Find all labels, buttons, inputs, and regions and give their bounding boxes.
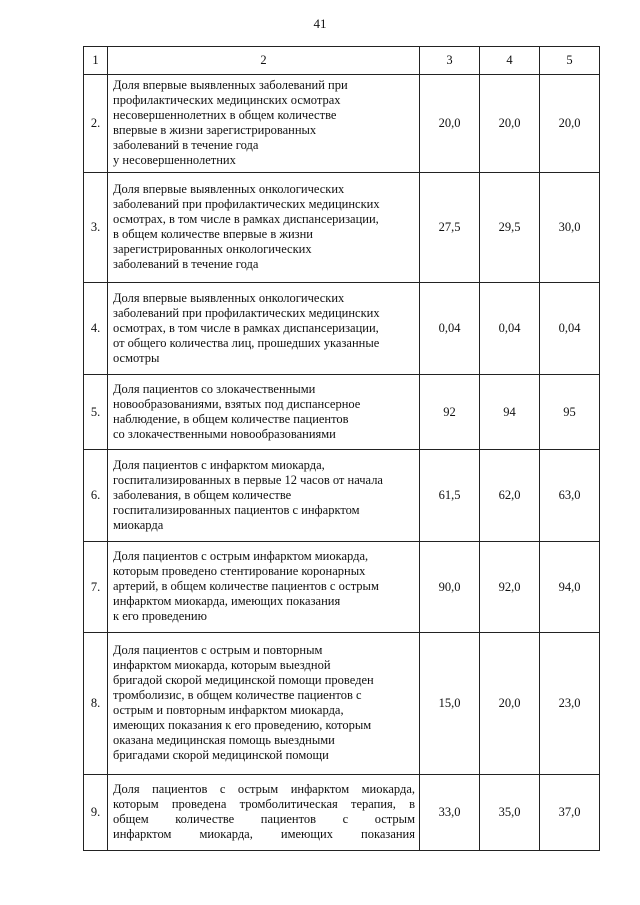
- row-number: 9.: [84, 775, 108, 851]
- value-col3: 92: [420, 375, 480, 450]
- table-row: [84, 633, 600, 775]
- description-line: Доля впервые выявленных онкологических: [113, 290, 345, 305]
- description-line: имеющих показания к его проведению, которым: [113, 718, 372, 732]
- description-line: профилактических медицинских осмотрах: [113, 93, 341, 107]
- description-line: в общем количестве впервые в жизни: [113, 227, 313, 241]
- value-col3: 61,5: [420, 450, 480, 542]
- description-line: новообразованиями, взятых под диспансерное: [113, 396, 361, 411]
- description-line: Доля пациентов с инфарктом миокарда,: [113, 457, 325, 472]
- value-col3: 90,0: [420, 542, 480, 633]
- value-col5: 95: [540, 375, 600, 450]
- description-line: от общего количества лиц, прошедших указанные: [113, 335, 380, 350]
- column-header: 3: [420, 47, 480, 75]
- row-number: 4.: [84, 283, 108, 375]
- description-line: зарегистрированных онкологических: [113, 242, 312, 256]
- value-col4: 94: [480, 375, 540, 450]
- value-col5: 23,0: [540, 633, 600, 775]
- indicator-description: [108, 283, 420, 375]
- description-line: миокарда: [113, 517, 164, 532]
- description-line: несовершеннолетних в общем количестве: [113, 108, 337, 122]
- description-line: острым и повторным инфарктом миокарда,: [113, 703, 344, 717]
- table-row: [84, 75, 600, 173]
- description-line: заболеваний в течение года: [113, 138, 259, 152]
- indicator-description: [108, 633, 420, 775]
- description-line: Доля пациентов со злокачественными: [113, 381, 316, 396]
- row-number: 5.: [84, 375, 108, 450]
- description-line: тромболизис, в общем количестве пациентов с: [113, 688, 362, 702]
- description-line: которым проведена тромболитическая терапия, в: [113, 797, 415, 811]
- indicator-description: [108, 775, 420, 851]
- description-line: у несовершеннолетних: [113, 153, 236, 167]
- value-col5: 20,0: [540, 75, 600, 173]
- value-col3: 15,0: [420, 633, 480, 775]
- description-line: инфарктом миокарда, которым выездной: [113, 658, 331, 672]
- row-number: 2.: [84, 75, 108, 173]
- table-row: [84, 375, 600, 450]
- value-col4: 62,0: [480, 450, 540, 542]
- row-number: 7.: [84, 542, 108, 633]
- table-row: [84, 283, 600, 375]
- description-line: Доля впервые выявленных заболеваний при: [113, 78, 348, 92]
- indicator-description: [108, 75, 420, 173]
- description-line: бригадами скорой медицинской помощи: [113, 748, 329, 762]
- table-row: [84, 775, 600, 851]
- description-line: осмотрах, в том числе в рамках диспансеризации,: [113, 212, 379, 226]
- table-row: [84, 450, 600, 542]
- column-header: 5: [540, 47, 600, 75]
- table-row: [84, 542, 600, 633]
- value-col3: 20,0: [420, 75, 480, 173]
- description-line: осмотры: [113, 350, 160, 365]
- indicator-description: [108, 173, 420, 283]
- value-col5: 37,0: [540, 775, 600, 851]
- description-line: оказана медицинская помощь выездными: [113, 733, 335, 747]
- value-col5: 30,0: [540, 173, 600, 283]
- indicator-description: [108, 542, 420, 633]
- column-header: 1: [84, 47, 108, 75]
- description-line: впервые в жизни зарегистрированных: [113, 123, 317, 137]
- description-line: заболеваний при профилактических медицинских: [113, 197, 380, 211]
- description-line: бригадой скорой медицинской помощи проведен: [113, 673, 374, 687]
- description-line: наблюдение, в общем количестве пациентов: [113, 411, 349, 426]
- description-line: к его проведению: [113, 609, 207, 623]
- description-line: заболеваний при профилактических медицинских: [113, 305, 380, 320]
- description-line: инфарктом миокарда, имеющих показания: [113, 827, 415, 841]
- row-number: 8.: [84, 633, 108, 775]
- description-line: со злокачественными новообразованиями: [113, 426, 336, 441]
- description-line: госпитализированных пациентов с инфарктом: [113, 502, 360, 517]
- description-line: общем количестве пациентов с острым: [113, 812, 415, 826]
- description-line: осмотрах, в том числе в рамках диспансеризации,: [113, 320, 379, 335]
- row-number: 3.: [84, 173, 108, 283]
- value-col4: 92,0: [480, 542, 540, 633]
- value-col5: 63,0: [540, 450, 600, 542]
- value-col4: 20,0: [480, 633, 540, 775]
- description-line: заболеваний в течение года: [113, 257, 259, 271]
- column-header: 2: [108, 47, 420, 75]
- value-col3: 27,5: [420, 173, 480, 283]
- value-col4: 29,5: [480, 173, 540, 283]
- column-number-row: [84, 47, 600, 75]
- description-line: Доля пациентов с острым и повторным: [113, 643, 323, 657]
- value-col4: 35,0: [480, 775, 540, 851]
- indicators-table: [83, 46, 600, 851]
- description-line: госпитализированных в первые 12 часов от начала: [113, 472, 383, 487]
- description-line: инфарктом миокарда, имеющих показания: [113, 594, 341, 608]
- row-number: 6.: [84, 450, 108, 542]
- value-col3: 33,0: [420, 775, 480, 851]
- column-header: 4: [480, 47, 540, 75]
- description-line: заболевания, в общем количестве: [113, 487, 292, 502]
- value-col5: 0,04: [540, 283, 600, 375]
- description-line: Доля впервые выявленных онкологических: [113, 182, 345, 196]
- value-col3: 0,04: [420, 283, 480, 375]
- description-line: Доля пациентов с острым инфарктом миокарда,: [113, 549, 369, 563]
- description-line: Доля пациентов с острым инфарктом миокарда,: [113, 782, 415, 796]
- table-row: [84, 173, 600, 283]
- value-col5: 94,0: [540, 542, 600, 633]
- value-col4: 0,04: [480, 283, 540, 375]
- indicator-description: [108, 375, 420, 450]
- description-line: которым проведено стентирование коронарных: [113, 564, 366, 578]
- page-number: 41: [313, 16, 327, 31]
- indicator-description: [108, 450, 420, 542]
- description-line: артерий, в общем количестве пациентов с острым: [113, 579, 379, 593]
- value-col4: 20,0: [480, 75, 540, 173]
